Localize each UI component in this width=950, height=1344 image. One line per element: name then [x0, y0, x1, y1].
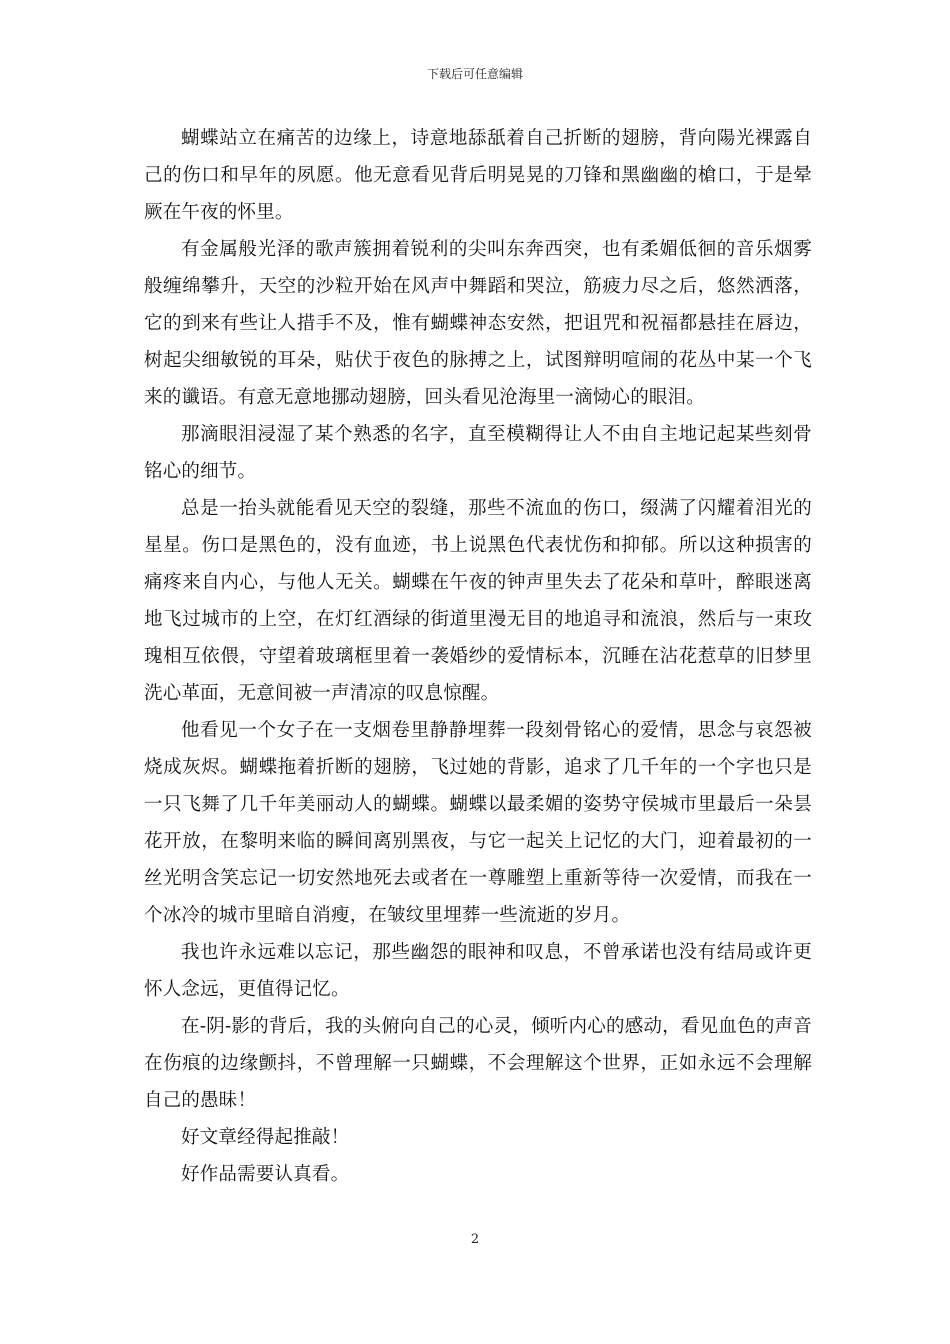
paragraph-9: 好作品需要认真看。: [181, 1164, 350, 1185]
page-header: 下载后可任意编辑: [426, 67, 523, 81]
paragraph-4: 总是一抬头就能看见天空的裂缝，那些不流血的伤口，缀满了闪耀着泪光的星星。伤口是黑色的，没有血迹，书上说黑色代表忧伤和抑郁。所以这种损害的痛疼来自内心，与他人无关。蝴蝶在午夜的钟声里失去了花朵和草叶，醉眼迷离地飞过城市的上空，在灯红酒绿的街道里漫无目的地追寻和流浪，然后与一束玫瑰相互依偎，守望着玻璃框里着一袭婚纱的爱情标本，沉睡在沾花惹草的旧梦里洗心革面，无意间被一声清凉的叹息惊醒。: [144, 498, 812, 704]
paragraph-1: 蝴蝶站立在痛苦的边缘上，诗意地舔舐着自己折断的翅膀，背向陽光裸露自己的伤口和早年的夙愿。他无意看见背后明晃晃的刀锋和黑幽幽的槍口，于是晕厥在午夜的怀里。: [144, 128, 812, 223]
paragraph-2: 有金属般光泽的歌声簇拥着锐利的尖叫东奔西突，也有柔媚低徊的音乐烟雾般缠绵攀升，天空的沙粒开始在风声中舞蹈和哭泣，筋疲力尽之后，悠然洒落，它的到来有些让人措手不及，惟有蝴蝶神态安然，把诅咒和祝福都悬挂在唇边，树起尖细敏锐的耳朵，贴伏于夜色的脉搏之上，试图辩明喧闹的花丛中某一个飞来的谶语。有意无意地挪动翅膀，回头看见沧海里一滴恸心的眼泪。: [144, 239, 812, 408]
document-body: [144, 120, 812, 1193]
paragraph-8: 好文章经得起推敲！: [181, 1127, 350, 1148]
paragraph-6: 我也许永远难以忘记，那些幽怨的眼神和叹息，不曾承诺也没有结局或许更怀人念远，更值得记忆。: [144, 942, 812, 1000]
paragraph-5: 他看见一个女子在一支烟卷里静静埋葬一段刻骨铭心的爱情，思念与哀怨被烧成灰烬。蝴蝶拖着折断的翅膀，飞过她的背影，追求了几千年的一个字也只是一只飞舞了几千年美丽动人的蝴蝶。蝴蝶以最柔媚的姿势守侯城市里最后一朵昙花开放，在黎明来临的瞬间离别黑夜，与它一起关上记忆的大门，迎着最初的一丝光明含笑忘记一切安然地死去或者在一尊雕塑上重新等待一次爱情，而我在一个冰冷的城市里暗自消瘦，在皱纹里埋葬一些流逝的岁月。: [144, 720, 812, 926]
paragraph-7: 在-阴-影的背后，我的头俯向自己的心灵，倾听内心的感动，看见血色的声音在伤痕的边缘颤抖，不曾理解一只蝴蝶，不会理解这个世界，正如永远不会理解自己的愚昧！: [144, 1016, 812, 1111]
page-number: 2: [470, 1232, 480, 1247]
paragraph-3: 那滴眼泪浸湿了某个熟悉的名字，直至模糊得让人不由自主地记起某些刻骨铭心的细节。: [144, 424, 812, 482]
